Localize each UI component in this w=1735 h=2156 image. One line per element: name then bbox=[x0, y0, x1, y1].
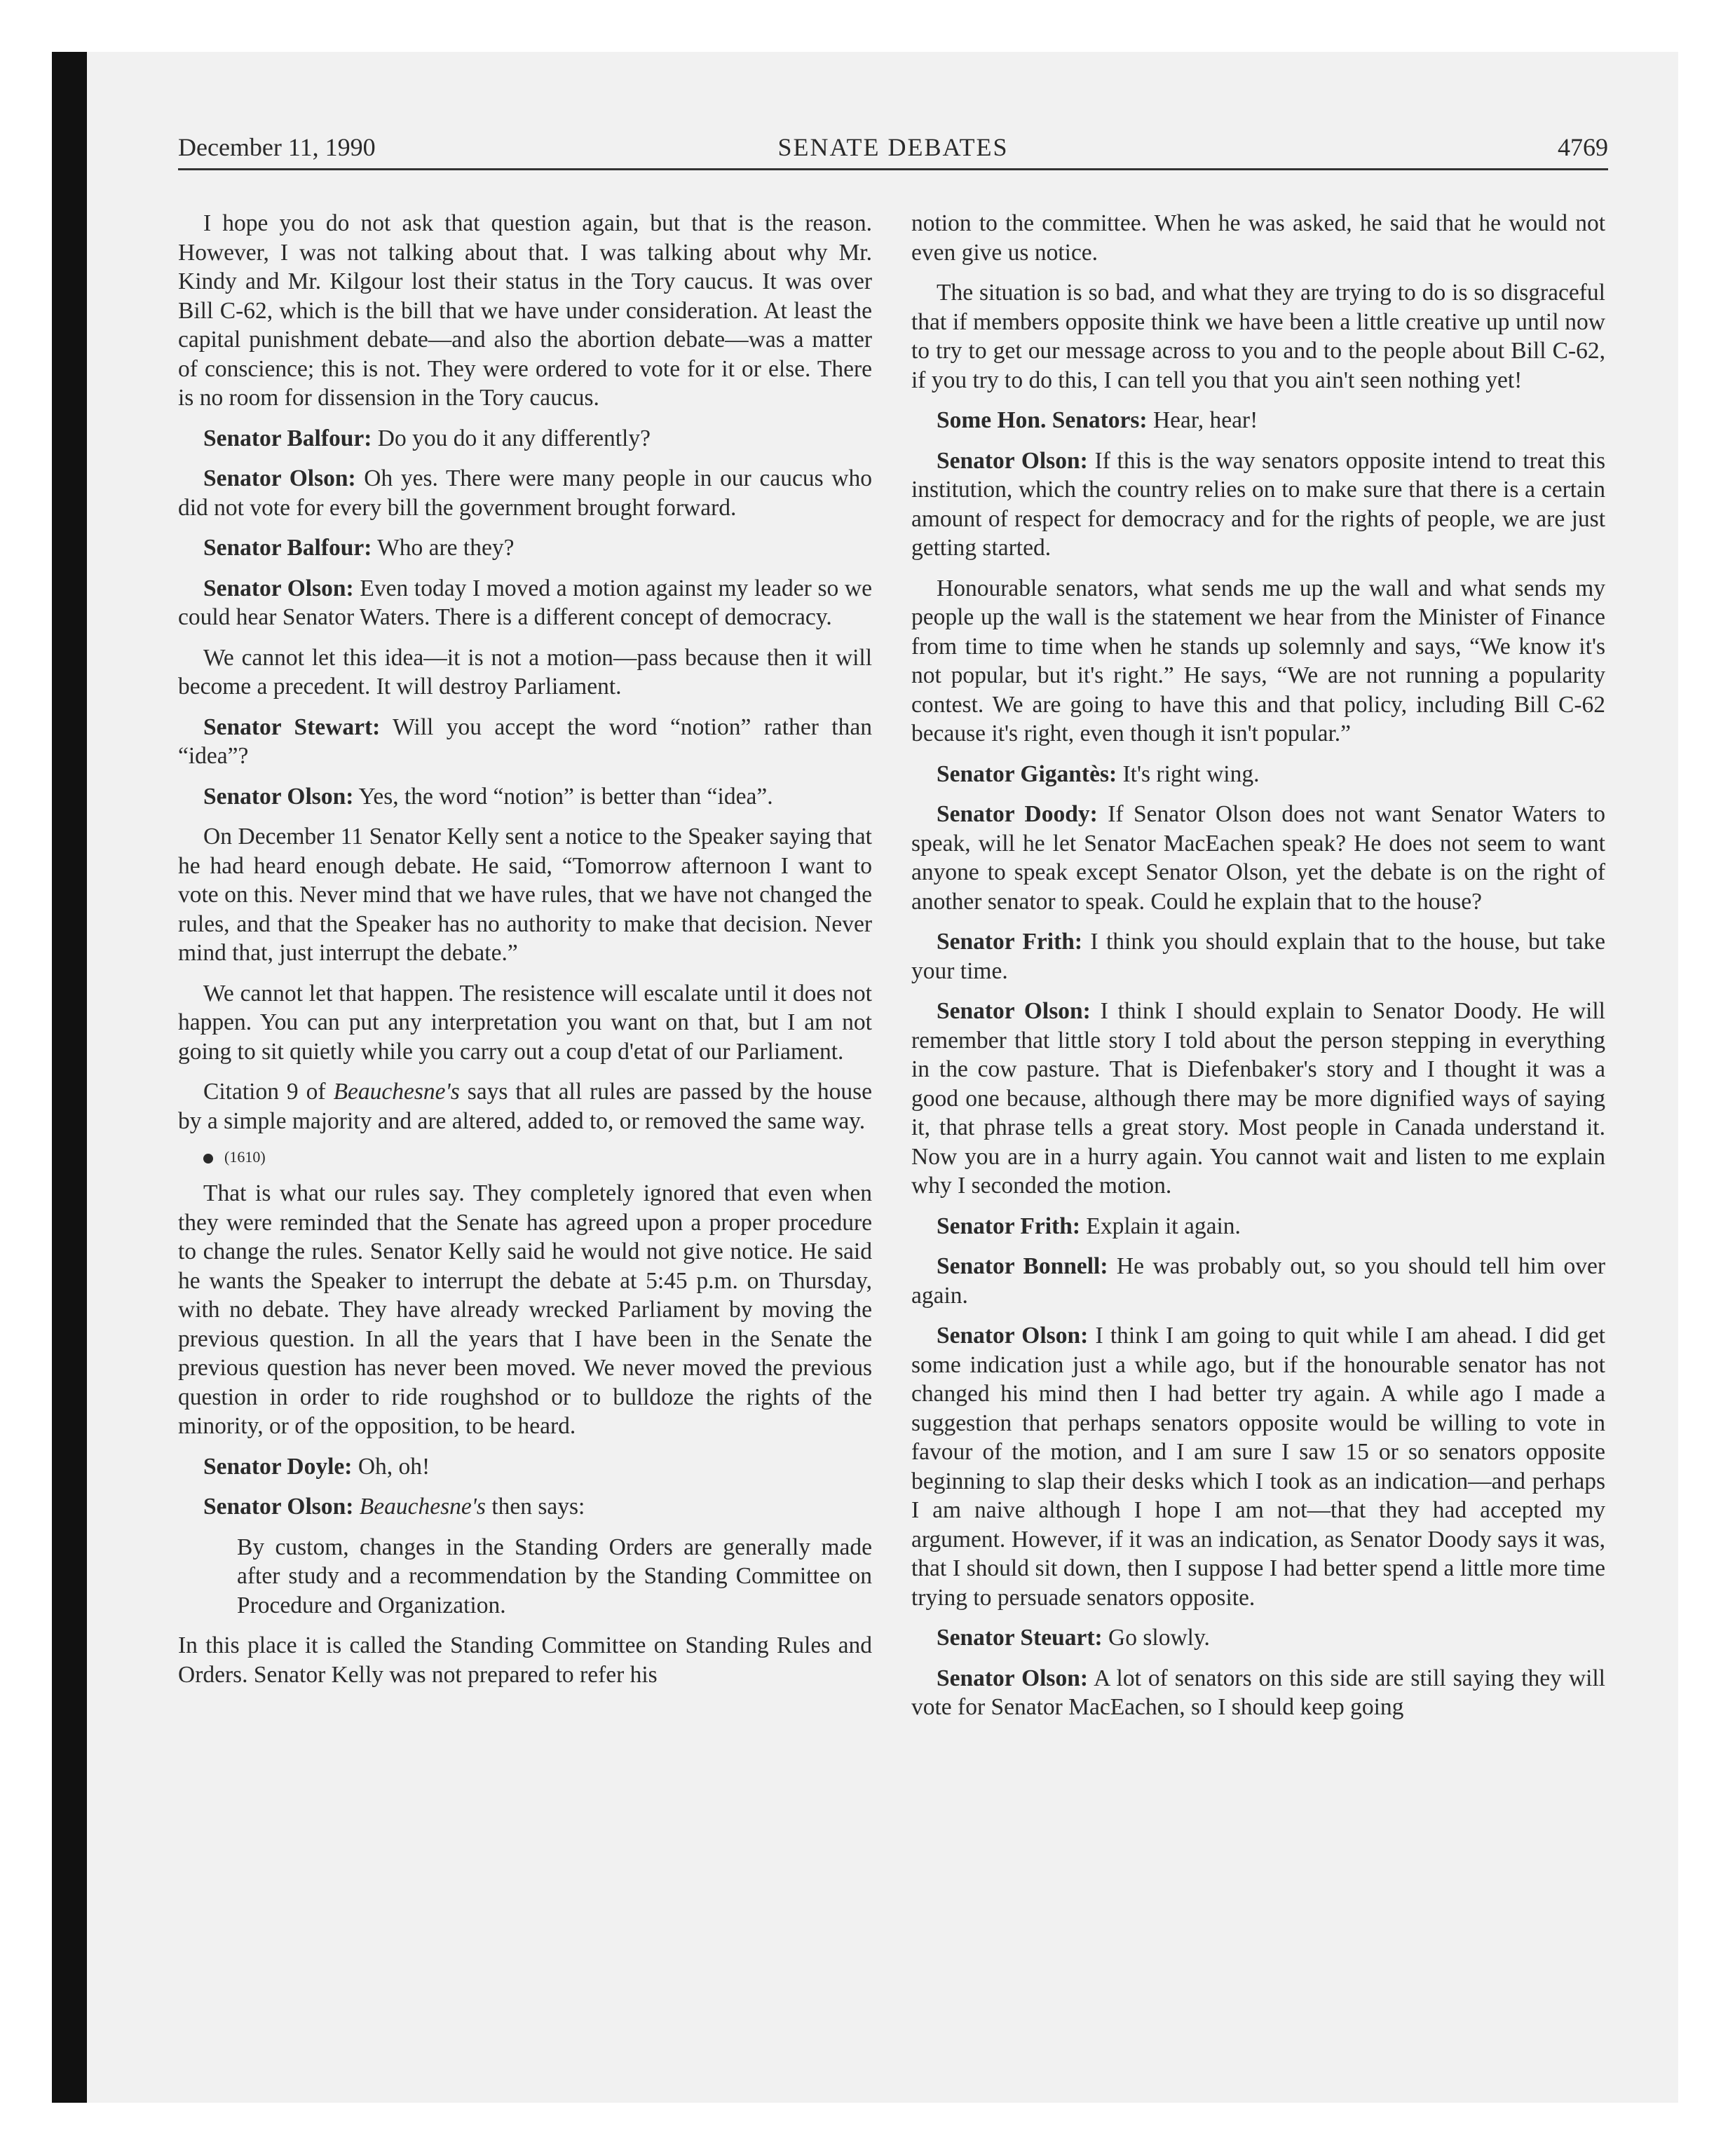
speaker-name: Senator Olson: bbox=[203, 1494, 354, 1520]
speech-text: Oh yes. There were many people in our caucus who did not vote for every bill the government brought forward. bbox=[178, 465, 872, 521]
speech-text: It's right wing. bbox=[1117, 760, 1260, 787]
speaker-name: Senator Olson: bbox=[203, 783, 354, 810]
speech-text: He was probably out, so you should tell him over again. bbox=[911, 1253, 1605, 1309]
right-column bbox=[911, 209, 1605, 1733]
paragraph bbox=[178, 713, 872, 771]
paragraph bbox=[178, 1077, 872, 1135]
speech-text: Do you do it any differently? bbox=[372, 425, 651, 451]
text-run: Citation 9 of bbox=[203, 1079, 334, 1105]
speech-text: If Senator Olson does not want Senator Waters to speak, will he let Senator MacEachen speak? He does not seem to want anyone to speak except Senator Olson, yet the debate is on the right of another senator to speak. Could he explain that to the house? bbox=[911, 801, 1605, 915]
speaker-name: Senator Doyle: bbox=[203, 1453, 353, 1480]
speaker-name: Senator Frith: bbox=[937, 1213, 1081, 1239]
left-column bbox=[178, 209, 872, 1700]
speaker-name: Senator Steuart: bbox=[937, 1625, 1103, 1651]
paragraph bbox=[178, 533, 872, 563]
speaker-name: Senator Gigantès: bbox=[937, 760, 1117, 787]
speech-text: Even today I moved a motion against my leader so we could hear Senator Waters. There is a different concept of democracy. bbox=[178, 575, 872, 630]
block-quote: By custom, changes in the Standing Orders are generally made after study and a recommendation by the Standing Committee on Procedure and Organization. bbox=[237, 1534, 872, 1618]
paragraph bbox=[911, 997, 1605, 1201]
paragraph bbox=[178, 464, 872, 522]
citation-title: Beauchesne's bbox=[333, 1079, 460, 1105]
paragraph bbox=[911, 760, 1605, 789]
speech-text: Will you accept the word “notion” rather than “idea”? bbox=[178, 714, 872, 769]
bullet-icon bbox=[203, 1154, 213, 1164]
paragraph bbox=[911, 1664, 1605, 1722]
speaker-name: Senator Stewart: bbox=[203, 714, 381, 740]
paragraph: Honourable senators, what sends me up the wall and what sends my people up the wall is the statement we hear from the Minister of Finance from time to time when he stands up solemnly and says, “We know it's not popular, but it's right.” He says, “We are not running a popularity contest. We are going to have this and that policy, including Bill C-62 because it's right, even though it isn't popular.” bbox=[911, 575, 1605, 746]
speaker-name: Senator Bonnell: bbox=[937, 1253, 1108, 1279]
paragraph bbox=[178, 1452, 872, 1482]
header-date: December 11, 1990 bbox=[178, 133, 376, 161]
speech-text: Go slowly. bbox=[1102, 1625, 1210, 1651]
paragraph bbox=[911, 446, 1605, 563]
speaker-name: Some Hon. Senators: bbox=[937, 407, 1148, 433]
speaker-name: Senator Olson: bbox=[203, 575, 354, 601]
speaker-name: Senator Doody: bbox=[937, 801, 1098, 827]
page-number: 4769 bbox=[1558, 133, 1608, 161]
speech-text: I think I am going to quit while I am ahead. I did get some indication just a while ago, but if the honourable senator has not changed his mind then I had better try again. A while ago I made a suggestion that perhaps senators opposite would be willing to vote in favour of the motion, and I am sure I saw 15 or so senators opposite beginning to slap their desks which I took as an indication—and perhaps I am naive although I hope I am not—that they had accepted my argument. However, if it was an indication, as Senator Doody says it was, that I should sit down, then I suppose I had better spend a little more time trying to persuade senators opposite. bbox=[911, 1323, 1605, 1611]
speaker-name: Senator Olson: bbox=[937, 1665, 1089, 1691]
speaker-name: Senator Olson: bbox=[203, 465, 356, 491]
speech-text: Hear, hear! bbox=[1147, 407, 1258, 433]
text-run: says that all rules are passed by the house by a simple majority and are altered, added to, or removed the same way. bbox=[178, 1079, 872, 1134]
paragraph: We cannot let this idea—it is not a motion—pass because then it will become a precedent. It will destroy Parliament. bbox=[178, 644, 872, 700]
speech-text: I think I should explain to Senator Doody. He will remember that little story I told about the person stepping in everything in the cow pasture. That is Diefenbaker's story and I thought it was a good one because, although there may be more dignified ways of saying it, that phrase tells a great story. Most people in Canada understand it. Now you are in a hurry again. You cannot wait and listen to me explain why I seconded the motion. bbox=[911, 998, 1605, 1199]
citation-title: Beauchesne's bbox=[359, 1494, 486, 1520]
speech-text: I think you should explain that to the house, but take your time. bbox=[911, 929, 1605, 984]
speech-text: Explain it again. bbox=[1080, 1213, 1241, 1239]
speaker-name: Senator Olson: bbox=[937, 998, 1091, 1024]
speaker-name: Senator Balfour: bbox=[203, 425, 372, 451]
speaker-name: Senator Olson: bbox=[937, 1323, 1089, 1349]
paragraph: notion to the committee. When he was asked, he said that he would not even give us notice. bbox=[911, 210, 1605, 266]
paragraph: I hope you do not ask that question again, but that is the reason. However, I was not talking about that. I was talking about why Mr. Kindy and Mr. Kilgour lost their status in the Tory caucus. It was over Bill C-62, which is the bill that we have under consideration. At least the capital punishment debate—and also the abortion debate—was a matter of conscience; this is not. They were ordered to vote for it or else. There is no room for dissension in the Tory caucus. bbox=[178, 210, 872, 411]
speech-text: then says: bbox=[485, 1494, 585, 1520]
speech-text: Who are they? bbox=[372, 535, 515, 561]
paragraph bbox=[178, 574, 872, 632]
paragraph bbox=[178, 424, 872, 453]
paragraph: The situation is so bad, and what they are trying to do is so disgraceful that if members opposite think we have been a little creative up until now to try to get our message across to you and to the people about Bill C-62, if you try to do this, I can tell you that you ain't seen nothing yet! bbox=[911, 280, 1605, 393]
header-title: SENATE DEBATES bbox=[777, 133, 1009, 161]
paragraph bbox=[911, 1252, 1605, 1310]
paragraph bbox=[178, 1492, 872, 1522]
paragraph bbox=[911, 1321, 1605, 1612]
speaker-name: Senator Frith: bbox=[937, 929, 1083, 955]
speaker-name: Senator Balfour: bbox=[203, 535, 372, 561]
speech-text: Oh, oh! bbox=[352, 1453, 430, 1480]
paragraph: That is what our rules say. They completely ignored that even when they were reminded that the Senate has agreed upon a proper procedure to change the rules. Senator Kelly said he would not give notice. He said he wants the Speaker to interrupt the debate at 5:45 p.m. on Thursday, with no debate. They have already wrecked Parliament by moving the previous question. In all the years that I have been in the Senate the previous question has never been moved. We never moved the previous question in order to ride roughshod or to bulldoze the rights of the minority, or of the opposition, to be heard. bbox=[178, 1180, 872, 1439]
speaker-name: Senator Olson: bbox=[937, 447, 1088, 474]
paragraph bbox=[911, 1623, 1605, 1653]
page-header bbox=[178, 126, 1608, 170]
speech-text: If this is the way senators opposite intend to treat this institution, which the country relies on to make sure that there is a certain amount of respect for democracy and for the rights of people, we are just getting started. bbox=[911, 447, 1605, 561]
paragraph bbox=[911, 406, 1605, 435]
paragraph bbox=[911, 1212, 1605, 1241]
paragraph bbox=[178, 782, 872, 812]
paragraph: We cannot let that happen. The resistence will escalate until it does not happen. You can put any interpretation you want on that, but I am not going to sit quietly while you carry out a coup d'etat of our Parliament. bbox=[178, 980, 872, 1065]
speech-text: Yes, the word “notion” is better than “idea”. bbox=[353, 783, 773, 810]
time-marker bbox=[178, 1147, 872, 1168]
paragraph: On December 11 Senator Kelly sent a notice to the Speaker saying that he had heard enough debate. He said, “Tomorrow afternoon I want to vote on this. Never mind that we have rules, that we have not changed the rules, and that the Speaker has no authority to make that decision. Never mind that, just interrupt the debate.” bbox=[178, 824, 872, 966]
binding-edge bbox=[52, 52, 87, 2103]
paragraph: In this place it is called the Standing Committee on Standing Rules and Orders. Senator Kelly was not prepared to refer his bbox=[178, 1632, 872, 1688]
paragraph bbox=[911, 927, 1605, 985]
speech-text: A lot of senators on this side are still saying they will vote for Senator MacEachen, so I should keep going bbox=[911, 1665, 1605, 1720]
time-marker-text: (1610) bbox=[224, 1148, 266, 1166]
paragraph bbox=[911, 800, 1605, 916]
